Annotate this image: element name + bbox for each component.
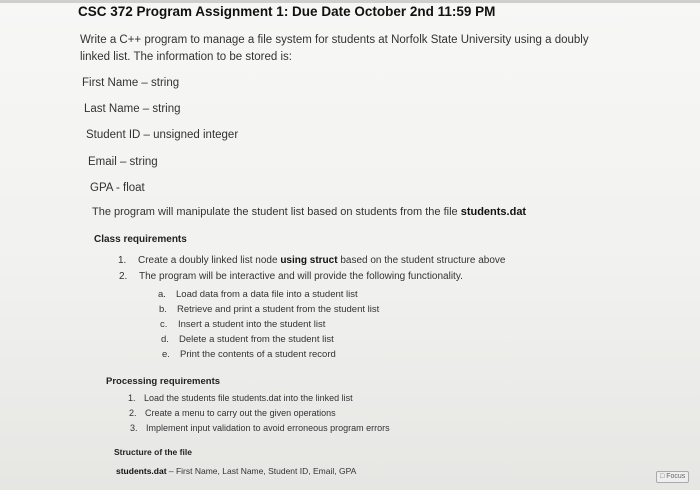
- item-letter: e.: [162, 349, 170, 360]
- top-edge: [0, 0, 700, 3]
- field-email: Email – string: [88, 156, 158, 168]
- manipulate-text: The program will manipulate the student list based on students from the file: [92, 206, 461, 218]
- intro-paragraph: Write a C++ program to manage a file system for students at Norfolk State University using a doubly linked list. The information to be stored is:: [80, 34, 589, 63]
- file-structure-heading: Structure of the file: [114, 447, 192, 457]
- item-number: 3.: [130, 423, 138, 433]
- field-first-name: First Name – string: [82, 77, 180, 89]
- item-number: 2.: [119, 271, 128, 282]
- class-requirement-item: [119, 271, 463, 282]
- item-text: Load data from a data file into a student list: [176, 289, 358, 300]
- field-gpa: GPA - float: [90, 182, 145, 194]
- item-number: 1.: [128, 393, 136, 403]
- item-text: Create a doubly linked list node: [138, 255, 281, 266]
- item-text: Load the students file students.dat into the linked list: [144, 393, 353, 403]
- focus-button[interactable]: [656, 471, 689, 483]
- item-text-end: based on the student structure above: [337, 255, 506, 266]
- field-student-id: Student ID – unsigned integer: [86, 129, 239, 141]
- processing-item: [128, 393, 353, 403]
- manipulate-paragraph: [92, 206, 526, 218]
- file-structure-text: – First Name, Last Name, Student ID, Email, GPA: [166, 466, 357, 476]
- item-letter: d.: [161, 334, 169, 345]
- functionality-item: [159, 304, 379, 315]
- item-text: Implement input validation to avoid erroneous program errors: [146, 423, 390, 433]
- functionality-item: [161, 334, 334, 345]
- file-structure-label: students.dat: [116, 466, 167, 476]
- item-text: The program will be interactive and will provide the following functionality.: [139, 271, 463, 282]
- item-text: Retrieve and print a student from the student list: [177, 304, 380, 315]
- class-requirement-item: [118, 255, 505, 266]
- item-text: Create a menu to carry out the given operations: [145, 408, 336, 418]
- item-number: 2.: [129, 408, 137, 418]
- assignment-title: CSC 372 Program Assignment 1: Due Date October 2nd 11:59 PM: [78, 4, 496, 19]
- item-letter: b.: [159, 304, 167, 315]
- processing-item: [129, 408, 336, 418]
- focus-icon: □: [660, 473, 665, 480]
- item-text: Print the contents of a student record: [180, 349, 336, 360]
- file-structure-line: [116, 466, 356, 476]
- processing-item: [130, 423, 390, 433]
- manipulate-file: students.dat: [460, 206, 527, 218]
- functionality-item: [162, 349, 336, 360]
- class-requirements-heading: Class requirements: [94, 234, 187, 245]
- item-letter: a.: [158, 289, 166, 300]
- item-bold-text: using struct: [280, 255, 338, 266]
- focus-label: Focus: [666, 473, 686, 480]
- item-letter: c.: [160, 319, 168, 330]
- item-number: 1.: [118, 255, 127, 266]
- field-last-name: Last Name – string: [84, 103, 181, 115]
- item-text: Delete a student from the student list: [179, 334, 334, 345]
- item-text: Insert a student into the student list: [178, 319, 326, 330]
- processing-requirements-heading: Processing requirements: [106, 376, 221, 387]
- functionality-item: [158, 289, 358, 300]
- functionality-item: [160, 319, 325, 330]
